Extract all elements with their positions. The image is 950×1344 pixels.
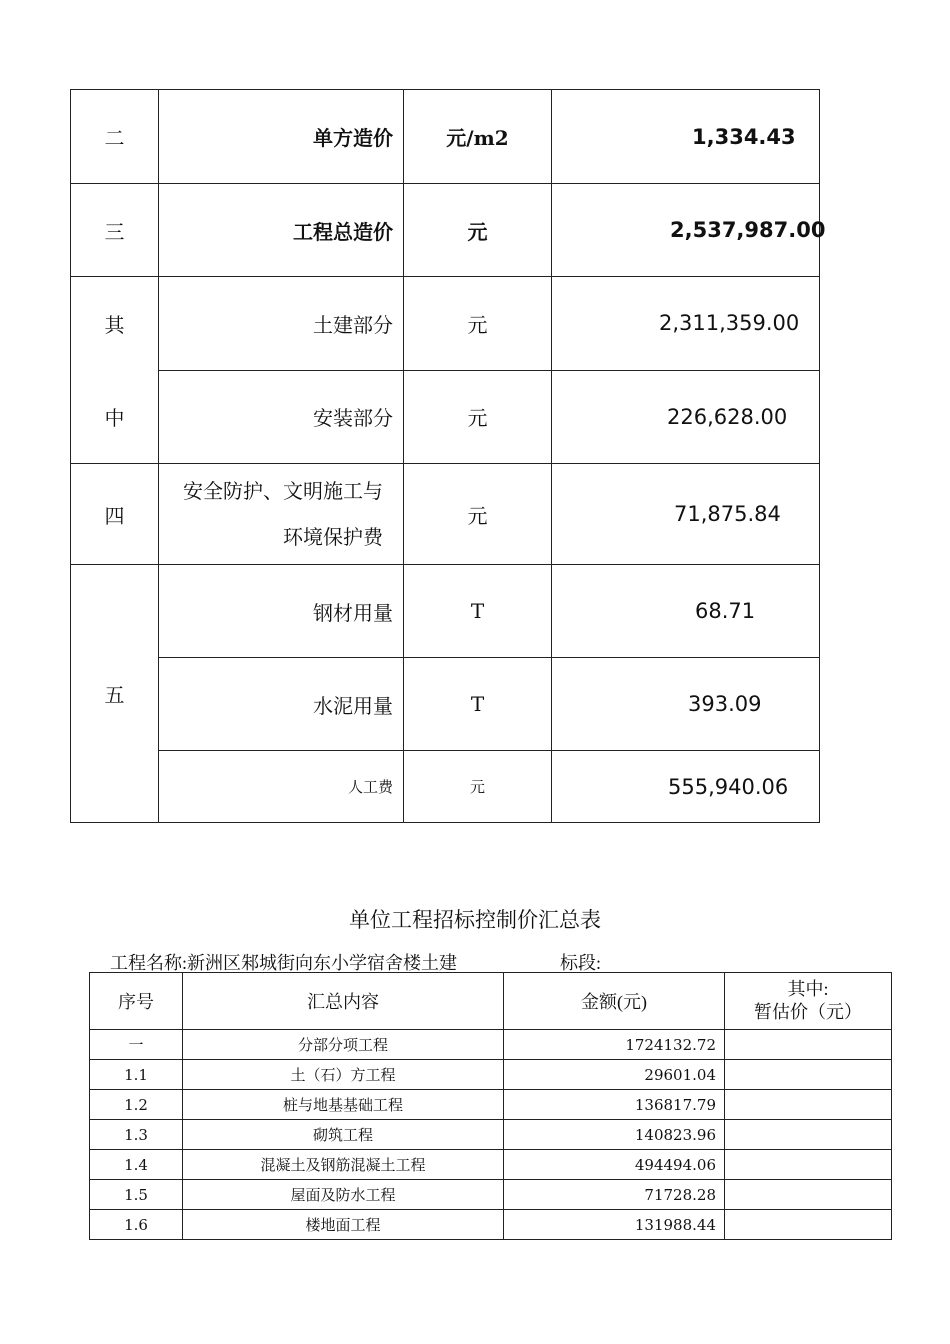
row-provisional bbox=[725, 1060, 892, 1090]
value: 1,334.43 bbox=[552, 90, 820, 184]
row-provisional bbox=[725, 1180, 892, 1210]
summary-title: 单位工程招标控制价汇总表 bbox=[349, 908, 601, 932]
row-total-cost bbox=[71, 184, 820, 277]
table-row bbox=[90, 1060, 892, 1090]
table-row bbox=[90, 1180, 892, 1210]
table-header bbox=[90, 973, 892, 1030]
row-provisional bbox=[725, 1120, 892, 1150]
value: 226,628.00 bbox=[552, 370, 820, 464]
qizhong-bottom: 中 bbox=[104, 406, 125, 430]
row-provisional bbox=[725, 1210, 892, 1240]
row-content: 砌筑工程 bbox=[183, 1120, 504, 1150]
row-provisional bbox=[725, 1150, 892, 1180]
unit: T bbox=[404, 658, 552, 751]
row-no: 1.1 bbox=[90, 1060, 183, 1090]
value: 2,537,987.00 bbox=[552, 184, 820, 277]
item-name-line1: 安全防护、文明施工与 bbox=[183, 479, 383, 503]
row-amount: 140823.96 bbox=[504, 1120, 725, 1150]
row-number: 五 bbox=[71, 565, 159, 823]
item-name: 土建部分 bbox=[159, 277, 404, 371]
row-no: 1.4 bbox=[90, 1150, 183, 1180]
unit: 元/m2 bbox=[404, 90, 552, 184]
row-number: 三 bbox=[71, 184, 159, 277]
header-provisional-line2: 暂估价（元） bbox=[754, 1002, 862, 1022]
unit: 元 bbox=[404, 370, 552, 464]
row-no: 1.3 bbox=[90, 1120, 183, 1150]
item-name: 钢材用量 bbox=[159, 565, 404, 658]
qizhong-label-cell bbox=[71, 277, 159, 464]
row-no: 一 bbox=[90, 1030, 183, 1060]
row-no: 1.5 bbox=[90, 1180, 183, 1210]
row-number: 二 bbox=[71, 90, 159, 184]
row-content: 土（石）方工程 bbox=[183, 1060, 504, 1090]
row-safety-fee bbox=[71, 464, 820, 565]
table-row bbox=[90, 1030, 892, 1060]
section-label: 标段: bbox=[560, 953, 602, 973]
row-cement bbox=[71, 658, 820, 751]
header-provisional-line1: 其中: bbox=[787, 979, 829, 999]
table-row bbox=[90, 1150, 892, 1180]
item-name: 安装部分 bbox=[159, 370, 404, 464]
row-amount: 494494.06 bbox=[504, 1150, 725, 1180]
row-unit-cost bbox=[71, 90, 820, 184]
item-name-line2: 环境保护费 bbox=[283, 525, 383, 549]
row-install-part bbox=[71, 370, 820, 464]
row-amount: 71728.28 bbox=[504, 1180, 725, 1210]
row-civil-part bbox=[71, 277, 820, 371]
value: 68.71 bbox=[552, 565, 820, 658]
cost-summary-table bbox=[70, 89, 826, 823]
row-no: 1.2 bbox=[90, 1090, 183, 1120]
row-number: 四 bbox=[71, 464, 159, 565]
row-no: 1.6 bbox=[90, 1210, 183, 1240]
unit: 元 bbox=[404, 277, 552, 371]
unit: 元 bbox=[404, 184, 552, 277]
item-name: 工程总造价 bbox=[159, 184, 404, 277]
row-labor bbox=[71, 751, 820, 823]
row-amount: 29601.04 bbox=[504, 1060, 725, 1090]
row-provisional bbox=[725, 1030, 892, 1060]
project-name: 工程名称:新洲区邾城街向东小学宿舍楼土建 bbox=[110, 953, 457, 973]
value: 71,875.84 bbox=[552, 464, 820, 565]
row-provisional bbox=[725, 1090, 892, 1120]
row-content: 混凝土及钢筋混凝土工程 bbox=[183, 1150, 504, 1180]
row-content: 桩与地基基础工程 bbox=[183, 1090, 504, 1120]
header-content: 汇总内容 bbox=[183, 973, 504, 1030]
header-no: 序号 bbox=[90, 973, 183, 1030]
unit: 元 bbox=[404, 751, 552, 823]
item-name-cell bbox=[159, 464, 404, 565]
row-content: 分部分项工程 bbox=[183, 1030, 504, 1060]
row-steel bbox=[71, 565, 820, 658]
table-row bbox=[90, 1120, 892, 1150]
table-row bbox=[90, 1090, 892, 1120]
item-name: 水泥用量 bbox=[159, 658, 404, 751]
header-provisional bbox=[725, 973, 892, 1030]
value: 393.09 bbox=[552, 658, 820, 751]
value: 555,940.06 bbox=[552, 751, 820, 823]
value: 2,311,359.00 bbox=[552, 277, 820, 371]
item-name: 单方造价 bbox=[159, 90, 404, 184]
table-row bbox=[90, 1210, 892, 1240]
qizhong-top: 其 bbox=[104, 313, 125, 337]
header-amount: 金额(元) bbox=[504, 973, 725, 1030]
bid-control-price-table bbox=[89, 972, 892, 1240]
unit: T bbox=[404, 565, 552, 658]
row-amount: 131988.44 bbox=[504, 1210, 725, 1240]
row-amount: 1724132.72 bbox=[504, 1030, 725, 1060]
row-content: 楼地面工程 bbox=[183, 1210, 504, 1240]
row-content: 屋面及防水工程 bbox=[183, 1180, 504, 1210]
row-amount: 136817.79 bbox=[504, 1090, 725, 1120]
item-name: 人工费 bbox=[159, 751, 404, 823]
unit: 元 bbox=[404, 464, 552, 565]
